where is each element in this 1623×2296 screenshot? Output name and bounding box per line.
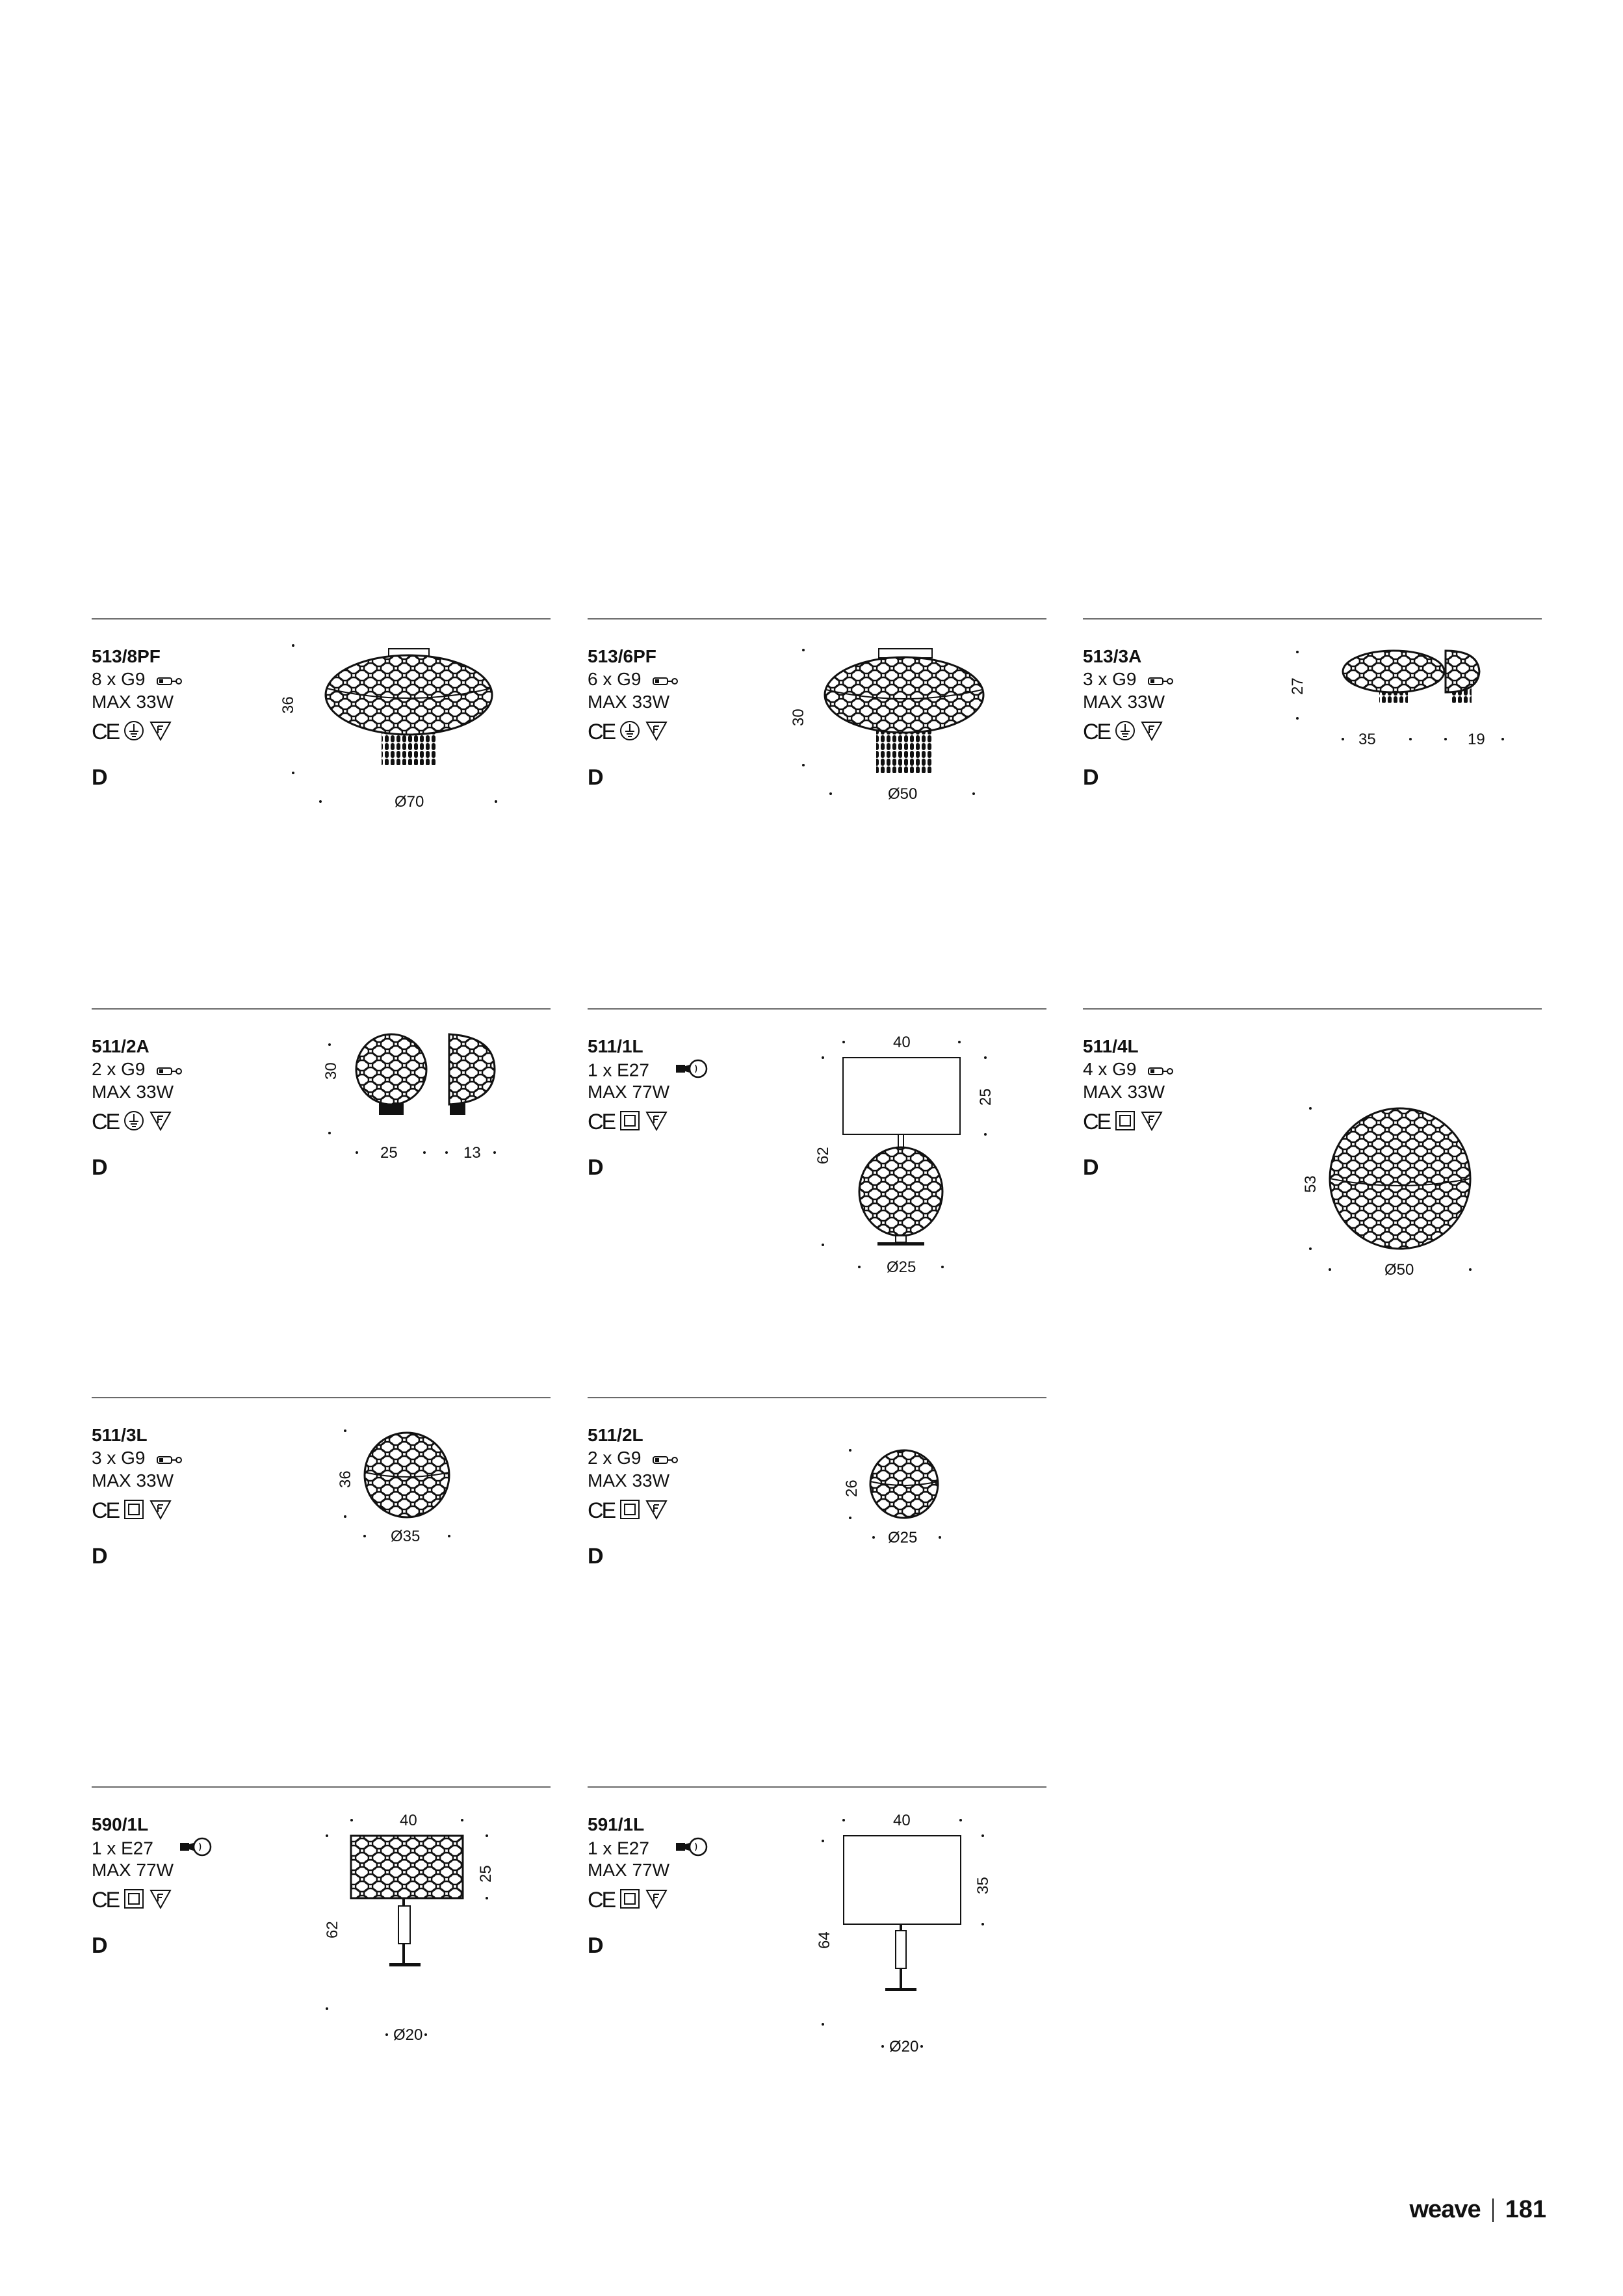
bulb-count: 6 x G9: [588, 669, 642, 689]
shade-width-label: 40: [893, 1034, 911, 1051]
certification-marks: [588, 720, 668, 744]
product-code: 511/1L: [588, 1036, 643, 1056]
diameter-label: Ø35: [391, 1528, 421, 1545]
height-label: 26: [843, 1480, 861, 1497]
bulb-spec: [92, 1058, 183, 1082]
page-footer: [1410, 2196, 1547, 2224]
footer-divider: [1492, 2198, 1494, 2222]
energy-class: D: [588, 1933, 604, 1958]
certification-marks: [588, 1110, 668, 1134]
certification-marks: [1083, 1110, 1163, 1134]
shade-height-label: 25: [977, 1088, 994, 1106]
double-insulation-icon: [619, 1110, 640, 1134]
earth-ground-icon: [1115, 720, 1136, 744]
g9-capsule-icon: [653, 1448, 679, 1470]
g9-capsule-icon: [157, 670, 183, 692]
product-code: 590/1L: [92, 1814, 149, 1834]
card-divider: [588, 618, 1046, 620]
f-mark-icon: [1141, 720, 1163, 744]
e27-bulb-icon: [675, 1058, 708, 1084]
energy-class: D: [92, 765, 108, 790]
product-drawing: [588, 1786, 1046, 2085]
f-mark-icon: [149, 1499, 172, 1523]
card-divider: [588, 1397, 1046, 1398]
diameter-label: Ø20: [889, 2038, 919, 2055]
product-card: [1083, 618, 1542, 917]
width-label: 25: [380, 1144, 398, 1162]
energy-class: D: [92, 1933, 108, 1958]
g9-capsule-icon: [157, 1060, 183, 1082]
product-code: 513/8PF: [92, 646, 161, 666]
e27-bulb-icon: [675, 1836, 708, 1862]
shade-height-label: 25: [477, 1865, 495, 1883]
card-divider: [588, 1786, 1046, 1788]
product-code: 513/6PF: [588, 646, 656, 666]
bulb-spec: [1083, 668, 1174, 692]
width-label: 35: [1358, 731, 1376, 748]
ce-mark-icon: CE: [588, 1110, 615, 1134]
bulb-spec: [1083, 1058, 1174, 1082]
product-card: [92, 1008, 551, 1307]
f-mark-icon: [149, 720, 172, 744]
e27-bulb-icon: [179, 1836, 212, 1862]
ce-mark-icon: CE: [92, 1498, 119, 1523]
ce-mark-icon: CE: [588, 720, 615, 744]
diameter-label: Ø25: [887, 1259, 916, 1276]
f-mark-icon: [1141, 1110, 1163, 1134]
ce-mark-icon: CE: [1083, 1110, 1110, 1134]
diameter-label: Ø50: [1384, 1261, 1414, 1279]
bulb-spec: [92, 1836, 212, 1862]
max-wattage: MAX 77W: [92, 1860, 174, 1880]
ce-mark-icon: CE: [1083, 720, 1110, 744]
energy-class: D: [588, 765, 604, 790]
certification-marks: [1083, 720, 1163, 744]
bulb-count: 8 x G9: [92, 669, 146, 689]
product-drawing: [1083, 1008, 1542, 1307]
certification-marks: [92, 720, 172, 744]
certification-marks: [92, 1110, 172, 1134]
double-insulation-icon: [123, 1499, 144, 1523]
height-label: 36: [279, 696, 297, 714]
bulb-count: 3 x G9: [1083, 669, 1137, 689]
g9-capsule-icon: [1148, 670, 1174, 692]
product-drawing: [588, 618, 1046, 917]
diameter-label: Ø50: [888, 785, 918, 803]
energy-class: D: [92, 1155, 108, 1180]
earth-ground-icon: [123, 1110, 144, 1134]
product-card: [92, 1397, 551, 1696]
product-card: [1083, 1008, 1542, 1307]
bulb-spec: [92, 1447, 183, 1470]
ce-mark-icon: CE: [588, 1888, 615, 1912]
page-number: 181: [1505, 2196, 1546, 2223]
max-wattage: MAX 33W: [588, 692, 670, 712]
product-drawing: [1083, 618, 1542, 917]
product-card: [92, 618, 551, 917]
product-drawing: [588, 1008, 1046, 1307]
shade-width-label: 40: [893, 1812, 911, 1829]
shade-width-label: 40: [400, 1812, 417, 1829]
f-mark-icon: [645, 720, 668, 744]
earth-ground-icon: [619, 720, 640, 744]
product-drawing: [588, 1397, 1046, 1696]
card-divider: [92, 1397, 551, 1398]
bulb-count: 4 x G9: [1083, 1059, 1137, 1079]
energy-class: D: [1083, 1155, 1099, 1180]
product-card: [588, 1786, 1046, 2085]
card-divider: [92, 1008, 551, 1010]
energy-class: D: [588, 1155, 604, 1180]
double-insulation-icon: [619, 1499, 640, 1523]
double-insulation-icon: [123, 1888, 144, 1912]
max-wattage: MAX 33W: [1083, 692, 1165, 712]
bulb-count: 1 x E27: [588, 1838, 649, 1859]
max-wattage: MAX 33W: [588, 1470, 670, 1491]
bulb-count: 3 x G9: [92, 1448, 146, 1468]
height-label: 36: [337, 1470, 354, 1488]
g9-capsule-icon: [653, 670, 679, 692]
bulb-count: 1 x E27: [92, 1838, 153, 1859]
max-wattage: MAX 33W: [92, 1082, 174, 1102]
double-insulation-icon: [1115, 1110, 1136, 1134]
card-divider: [92, 618, 551, 620]
product-drawing: [92, 1397, 551, 1696]
f-mark-icon: [645, 1888, 668, 1912]
product-code: 513/3A: [1083, 646, 1142, 666]
ce-mark-icon: CE: [92, 1110, 119, 1134]
product-card: [588, 1397, 1046, 1696]
ce-mark-icon: CE: [92, 1888, 119, 1912]
energy-class: D: [92, 1544, 108, 1569]
product-drawing: [92, 618, 551, 917]
bulb-spec: [588, 1447, 679, 1470]
brand-name: weave: [1409, 2196, 1481, 2223]
height-label: 53: [1302, 1175, 1319, 1193]
height-label: 30: [322, 1062, 340, 1080]
shade-height-label: 35: [974, 1877, 992, 1894]
max-wattage: MAX 33W: [92, 692, 174, 712]
card-divider: [1083, 618, 1542, 620]
energy-class: D: [1083, 765, 1099, 790]
f-mark-icon: [645, 1110, 668, 1134]
diameter-label: Ø20: [393, 2026, 423, 2044]
certification-marks: [92, 1499, 172, 1522]
double-insulation-icon: [619, 1888, 640, 1912]
product-card: [588, 1008, 1046, 1307]
diameter-label: Ø70: [395, 793, 424, 811]
bulb-spec: [588, 668, 679, 692]
height-label: 62: [324, 1921, 341, 1938]
product-code: 511/2A: [92, 1036, 149, 1056]
g9-capsule-icon: [1148, 1060, 1174, 1082]
product-code: 511/2L: [588, 1425, 643, 1445]
ce-mark-icon: CE: [92, 720, 119, 744]
f-mark-icon: [645, 1499, 668, 1523]
height-label: 64: [816, 1931, 833, 1949]
product-card: [92, 1786, 551, 2085]
product-code: 591/1L: [588, 1814, 645, 1834]
max-wattage: MAX 77W: [588, 1860, 670, 1880]
ce-mark-icon: CE: [588, 1498, 615, 1523]
bulb-count: 1 x E27: [588, 1060, 649, 1080]
f-mark-icon: [149, 1888, 172, 1912]
certification-marks: [588, 1499, 668, 1522]
card-divider: [1083, 1008, 1542, 1010]
product-code: 511/4L: [1083, 1036, 1139, 1056]
product-code: 511/3L: [92, 1425, 148, 1445]
diameter-label: Ø25: [888, 1529, 918, 1546]
product-drawing: [92, 1008, 551, 1307]
height-label: 27: [1289, 677, 1306, 695]
max-wattage: MAX 77W: [588, 1082, 670, 1102]
depth-label: 19: [1468, 731, 1485, 748]
product-card: [588, 618, 1046, 917]
certification-marks: [92, 1888, 172, 1912]
height-label: 62: [814, 1147, 832, 1164]
g9-capsule-icon: [157, 1448, 183, 1470]
max-wattage: MAX 33W: [1083, 1082, 1165, 1102]
bulb-count: 2 x G9: [92, 1059, 146, 1079]
height-label: 30: [790, 709, 807, 726]
depth-label: 13: [463, 1144, 481, 1162]
max-wattage: MAX 33W: [92, 1470, 174, 1491]
card-divider: [92, 1786, 551, 1788]
bulb-spec: [588, 1836, 708, 1862]
certification-marks: [588, 1888, 668, 1912]
bulb-spec: [92, 668, 183, 692]
bulb-spec: [588, 1058, 708, 1084]
f-mark-icon: [149, 1110, 172, 1134]
bulb-count: 2 x G9: [588, 1448, 642, 1468]
earth-ground-icon: [123, 720, 144, 744]
energy-class: D: [588, 1544, 604, 1569]
product-drawing: [92, 1786, 551, 2085]
card-divider: [588, 1008, 1046, 1010]
